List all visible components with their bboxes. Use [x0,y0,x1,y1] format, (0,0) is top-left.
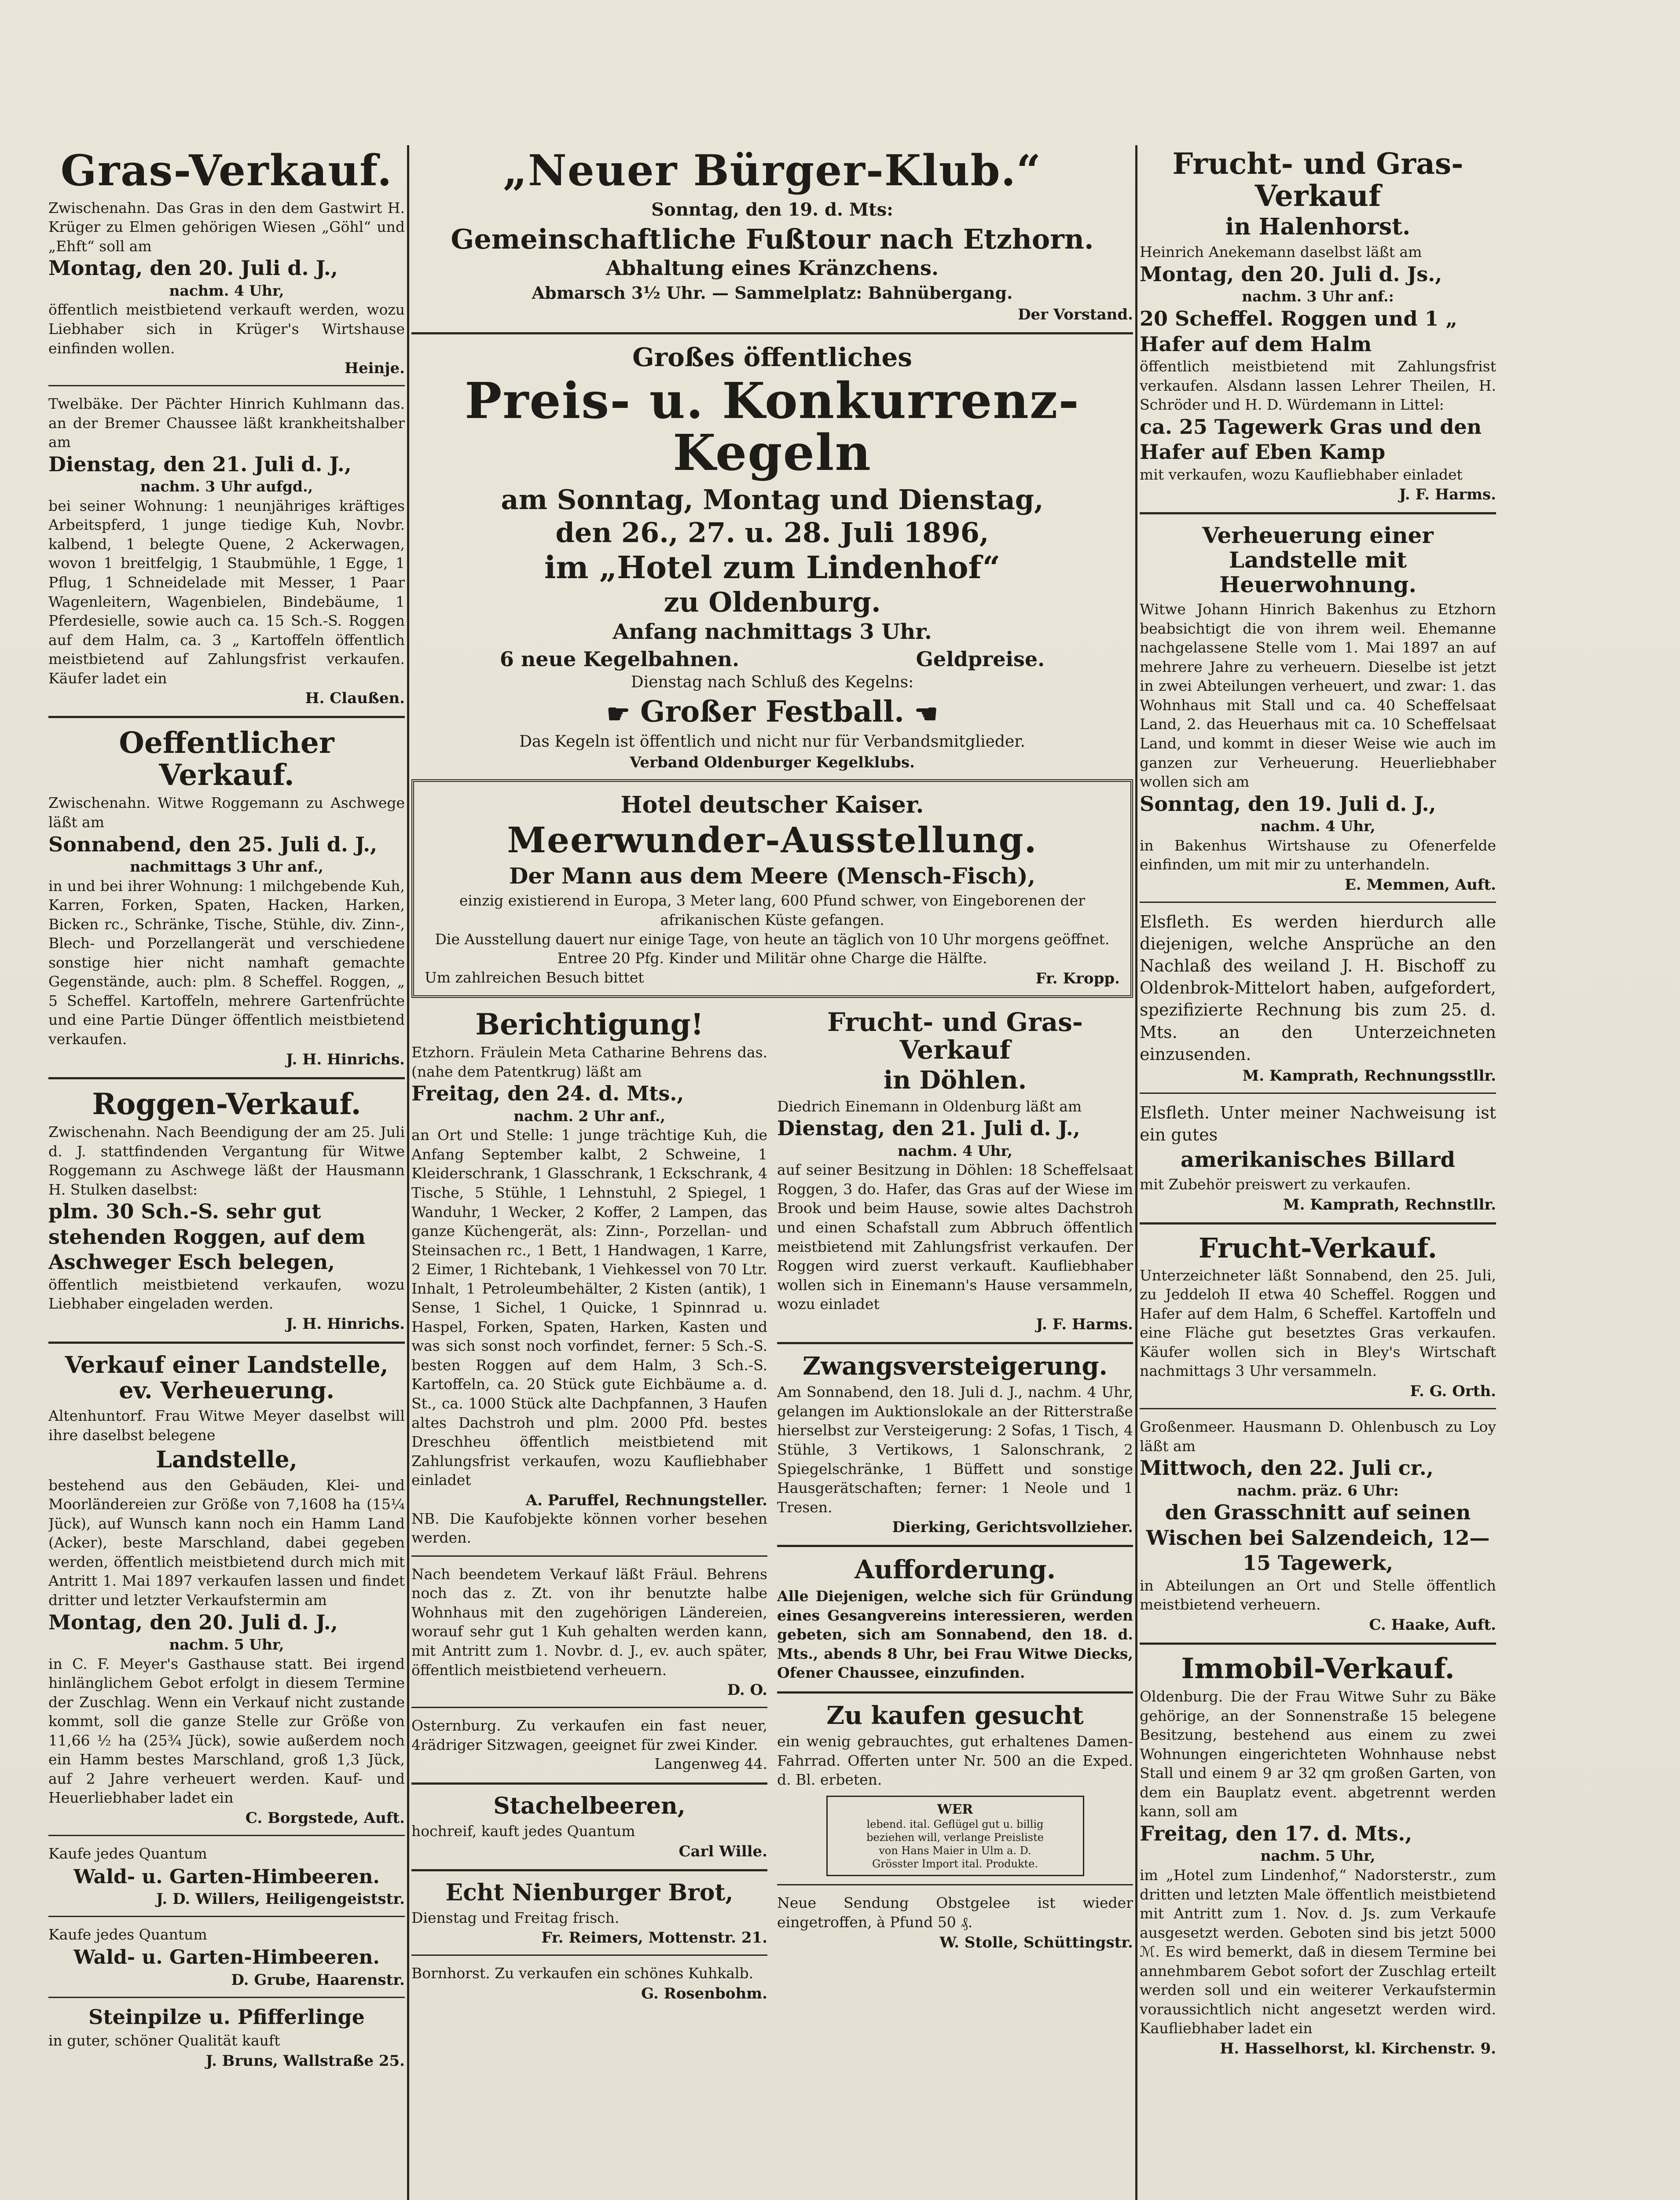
ad-oeffentlicher-verkauf [48,727,405,1068]
ad-title: Verheuerung einer Landstelle mit Heuerwohnung. [1202,522,1434,598]
ad-text: auf seiner Besitzung in Döhlen: 18 Scheffelsaat Roggen, 3 do. Hafer, das Gras auf der Wiese im Brook und beim Hause, sowie altes Dachstroh und einen Schafstall zum Abbruch öffentlich meistbietend mit Zahlungsfrist verkaufen. Der Roggen wird zuerst verkauft. Kaufliebhaber wollen sich in Einemann's Hause versammeln, wozu einladet [777,1161,1133,1313]
ad-steinpilze [48,2006,405,2070]
column-right [1140,145,1496,2200]
middle-two-columns [411,1006,1133,2002]
divider [48,1077,405,1079]
ad-signature: C. Borgstede, Auft. [245,1809,405,1827]
ad-text: Unterzeichneter läßt Sonnabend, den 25. Juli, zu Jeddeloh II etwa 40 Scheffel. Roggen und Hafer auf dem Halm, 6 Scheffel. Kartoffeln und eine Fläche gut besetztes Gras verkaufen. Käufer wollen sich in Bley's Wirtschaft nachmittags 3 Uhr versammeln. [1140,1266,1496,1380]
ad-signature: D. Grube, Haarenstr. [231,1971,405,1989]
ad-text: Diedrich Einemann in Oldenburg läßt am [777,1097,1082,1115]
ad-roggen-verkauf [48,1088,405,1333]
ad-date: Dienstag, den 21. Juli d. J., [48,452,352,476]
ad-zu-kaufen-gesucht [777,1702,1133,1789]
ad-title: Echt Nienburger Brot, [445,1879,734,1906]
ad-text: Abmarsch 3½ Uhr. — Sammelplatz: Bahnübergang. [532,283,1013,303]
ad-signature: Fr. Kropp. [1035,969,1120,987]
ad-text: Oldenburg. Die der Frau Witwe Suhr zu Bäke gehörige, an der Sonnenstraße 15 belegene Besitzung, bestehend aus einem zu zwei Wohnungen eingerichteten Wohnhause nebst Stall und einem 9 ar 32 qm großen Garten, von dem ein Bauplatz event. abgetrennt werden kann, soll am [1140,1688,1496,1820]
ad-halenhorst [1140,148,1496,503]
ad-title: Zwangsversteigerung. [802,1351,1108,1381]
ad-time: nachm. 4 Uhr, [169,282,284,299]
ad-text: Heinrich Anekemann daselbst läßt am [1140,243,1422,261]
divider [48,1997,405,1998]
ad-stamp-line: Grösster Import ital. Produkte. [872,1858,1038,1870]
ad-text: Altenhuntorf. Frau Witwe Meyer daselbst will ihre daselbst belegene [48,1407,405,1444]
ad-text: an Ort und Stelle: 1 junge trächtige Kuh, die Anfang September kalbt, 2 Schweine, 1 Kleiderschrank, 1 Glasschrank, 1 Eckschrank, 4 Tische, 5 Stühle, 1 Lehnstuhl, 2 Spiegel, 1 Wanduhr, 1 Wecker, 2 Koffer, 2 Lampen, das ganze Küchengerät, als: Zinn-, Porzellan- und Steinsachen rc., 1 Bett, 1 Handwagen, 1 Karre, 2 Eimer, 1 Richtebank, 1 Viehkessel von 70 Ltr. Inhalt, 1 Petroleumbehälter, 2 Kisten (antik), 1 Sense, 1 Sichel, 1 Quicke, 1 Spinnrad u. Haspel, Forken, Spaten, Harken, Kasten und was sich sonst noch vorfindet, ferner: 5 Sch.-S. besten Roggen auf dem Halm, 3 Sch.-S. Kartoffeln, ca. 20 Stück gute Eichbäume a. d. St., ca. 1000 Stück alte Dachpfannen, 3 Haufen altes Dachstroh und plm. 2000 Pfd. bestes Dreschheu öffentlich meistbietend mit Zahlungsfrist verkaufen, wozu Kaufliebhaber einladet [411,1126,767,1489]
ad-elsfleth-1 [1140,911,1496,1085]
ad-signature: Heinje. [344,359,405,378]
ad-date: Mittwoch, den 22. Juli cr., [1140,1456,1434,1480]
divider [777,1545,1133,1547]
column-rule-2 [1135,145,1137,2200]
divider [411,1869,767,1871]
ad-osternburg [411,1716,767,1774]
ad-highlight: Gemeinschaftliche Fußtour nach Etzhorn. [451,223,1094,255]
ad-text: Elsfleth. Es werden hierdurch alle diejenigen, welche Ansprüche an den Nachlaß des weiland J. H. Bischoff zu Oldenbrok-Mittelort haben, aufgefordert, spezifizierte Rechnung bis zum 25. d. Mts. an den Unterzeichneten einzusenden. [1140,912,1496,1064]
divider [48,1835,405,1836]
ad-kegeln [411,343,1133,771]
ad-highlight: plm. 30 Sch.-S. sehr gut stehenden Roggen, auf dem Aschweger Esch belegen, [48,1199,366,1274]
ad-stachelbeeren [411,1793,767,1860]
ad-stamp-line: von Hans Maier in Ulm a. D. [879,1844,1031,1857]
ad-twelbaeke [48,394,405,707]
divider [411,1555,767,1557]
divider [1140,902,1496,903]
ad-nienburger-brot [411,1880,767,1947]
ad-date: Freitag, den 17. d. Mts., [1140,1821,1412,1845]
ad-text: in und bei ihrer Wohnung: 1 milchgebende Kuh, Karren, Forken, Spaten, Hacken, Harken, Bicken rc., Schränke, Tische, Stühle, div. Zinn-, Blech- und Porzellangerät und verschiedene sonstige hier nicht namhaft gemachte Gegenstände, auch: plm. 8 Scheffel. Roggen, „ 5 Scheffel. Kartoffeln, mehrere Gartenfrüchte und eine Partie Dünger öffentlich meistbietend verkaufen. [48,877,405,1048]
divider [48,716,405,718]
divider [1140,1408,1496,1409]
ad-date: Sonntag, den 19. Juli d. J., [1140,792,1436,816]
divider [777,1691,1133,1694]
divider [411,1782,767,1785]
ad-ball-row [411,696,1133,729]
ad-signature: J. H. Hinrichs. [286,1050,405,1068]
ad-signature: Fr. Reimers, Mottenstr. 21. [541,1929,767,1947]
ad-title: Aufforderung. [854,1555,1056,1585]
ad-text: Dienstag nach Schluß des Kegelns: [631,673,914,692]
divider [411,1707,767,1708]
ad-pretitle: Großes öffentliches [632,342,912,373]
ad-highlight: den Grasschnitt auf seinen Wischen bei Salzendeich, 12—15 Tagewerk, [1146,1500,1490,1575]
ad-signature: C. Haake, Auft. [1369,1616,1496,1634]
ad-text: Nach beendetem Verkauf läßt Fräul. Behrens noch das z. Zt. von ihr benutzte halbe Wohnhaus mit den zugehörigen Ländereien, worauf sehr gut 1 Kuh gehalten werden kann, mit Antritt zum 1. Novbr. d. J., ev. auch später, öffentlich meistbietend verheuern. [411,1565,767,1679]
ad-elsfleth-2 [1140,1102,1496,1214]
ad-title: Frucht- und Gras-Verkauf [827,1007,1083,1065]
ad-stamp-line: beziehen will, verlange Preisliste [866,1831,1044,1844]
ad-ball: Großer Festball. [640,694,904,729]
divider [411,332,1133,334]
ad-text: hochreif, kauft jedes Quantum [411,1822,635,1840]
ad-note: Das Kegeln ist öffentlich und nicht nur für Verbandsmitglieder. [519,732,1025,751]
ad-text: Die Ausstellung dauert nur einige Tage, von heute an täglich von 10 Uhr morgens geöffnet. [435,930,1110,948]
ad-date: Montag, den 20. Juli d. J., [48,1610,338,1634]
ad-signature: W. Stolle, Schüttingstr. [939,1933,1133,1951]
ad-grossenmeer [1140,1417,1496,1634]
ad-signature: J. F. Harms. [1036,1315,1133,1333]
ad-text: Am Sonnabend, den 18. Juli d. J., nachm. 4 Uhr, gelangen im Auktionslokale an der Ritterstraße hierselbst zur Versteigerung: 2 Sofas, 1 Tisch, 4 Stühle, 3 Vertikows, 1 Salonschrank, 2 Spiegelschränke, 1 Büffett und sonstige Hausgerätschaften; ferner: 1 Neole und 1 Tresen. [777,1383,1133,1516]
ad-text: mit Zubehör preiswert zu verkaufen. [1140,1175,1411,1193]
ad-title: Preis- u. Konkurrenz-Kegeln [465,372,1080,482]
ad-hotel: Hotel deutscher Kaiser. [620,792,924,819]
ad-time: nachm. präz. 6 Uhr: [1237,1481,1399,1499]
ad-subtitle: Abhaltung eines Kränzchens. [606,256,939,280]
ad-highlight: ca. 25 Tagewerk Gras und den Hafer auf Eben Kamp [1140,414,1482,464]
ad-signature: Der Vorstand. [1018,306,1133,324]
divider [1140,512,1496,514]
divider [48,385,405,386]
ad-text: bestehend aus den Gebäuden, Klei- und Moorländereien zur Größe von 7,1608 ha (15¼ Jück), auf Wunsch kann noch ein Hamm Land (Acker), beste Marschland, dabei gegeben werden, öffentlich meistbietend durch mich mit Antritt 1. Mai 1897 verkaufen lassen und findet dritter und letzter Verkaufstermin am [48,1476,405,1609]
ad-title: Verkauf einer Landstelle, ev. Verheuerung. [65,1351,389,1404]
ad-footer [425,968,1120,987]
ad-signature: J. D. Willers, Heiligengeiststr. [156,1890,405,1908]
ad-place: im „Hotel zum Lindenhof“ [544,549,1001,586]
ad-time: nachm. 3 Uhr aufgd., [140,478,313,495]
ad-buerger-klub [411,146,1133,324]
ad-signature: Carl Wille. [679,1842,767,1860]
ad-text: Etzhorn. Fräulein Meta Catharine Behrens das. (nahe dem Patentkrug) läßt am [411,1044,767,1080]
ad-text: Dienstag und Freitag frisch. [411,1909,620,1926]
ad-signature: F. G. Orth. [1410,1382,1496,1400]
ad-lanes: 6 neue Kegelbahnen. [499,647,739,671]
ad-bornhorst [411,1964,767,2002]
ad-text: im „Hotel zum Lindenhof,“ Nadorsterstr., zum dritten und letzten Male öffentlich meistbietend mit Antritt zum 1. Nov. d. Js. zum Verkaufe ausgesetzt werden. Geboten sind bis jetzt 5000 ℳ. Es wird bemerkt, daß in diesem Termine bei annehmbarem Gebot sofort der Zuschlag erteilt werden soll und ein weiterer Verkaufstermin voraussichtlich nicht angesetzt werden wird. Kaufliebhaber ladet ein [1140,1866,1496,2037]
ad-text: mit verkaufen, wozu Kaufliebhaber einladet [1140,466,1463,483]
ad-date: Freitag, den 24. d. Mts., [411,1082,684,1106]
ad-immobil-verkauf [1140,1654,1496,2057]
ad-title: Frucht-Verkauf. [1198,1232,1438,1264]
ad-subtitle: Der Mann aus dem Meere (Mensch-Fisch), [509,863,1036,889]
ad-text: Neue Sendung Obstgelee ist wieder eingetroffen, à Pfund 50 ₰. [777,1894,1133,1931]
ad-signature: Langenweg 44. [654,1755,767,1773]
divider [411,1954,767,1956]
pointing-hand-icon: ☛ [606,698,631,730]
column-middle [411,145,1133,2200]
ad-text: Twelbäke. Der Pächter Hinrich Kuhlmann das. an der Bremer Chaussee läßt krankheitshalber am [48,395,405,451]
ad-days: am Sonntag, Montag und Dienstag, [501,483,1044,516]
ad-date: Montag, den 20. Juli d. J., [48,256,338,280]
ad-time: nachm. 5 Uhr, [169,1636,284,1654]
ad-time: nachmittags 3 Uhr anf., [130,858,323,876]
ad-info-row [411,647,1133,672]
divider [1140,1222,1496,1225]
ad-text: Um zahlreichen Besuch bittet [425,968,644,986]
ad-text: in guter, schöner Qualität kauft [48,2032,280,2050]
ad-title: Berichtigung! [475,1007,704,1041]
ad-highlight: amerikanisches Billard [1180,1148,1456,1173]
ad-signature: Verband Oldenburger Kegelklubs. [630,754,915,772]
ad-text: einzig existierend in Europa, 3 Meter lang, 600 Pfund schwer, von Eingeborenen der afrikanischen Küste gefangen. [459,892,1086,928]
ad-place: in Halenhorst. [1225,213,1411,241]
ad-zwangsversteigerung [777,1353,1133,1536]
ad-himbeeren-1 [48,1844,405,1908]
divider [777,1884,1133,1885]
ad-title: Steinpilze u. Pfifferlinge [88,2005,365,2029]
ad-time: nachm. 3 Uhr anf.: [1242,288,1394,305]
ad-text: öffentlich meistbietend mit Zahlungsfrist verkaufen. Alsdann lassen Lehrer Theilen, H. Schröder und H. D. Würdemann in Littel: [1140,358,1496,414]
ad-text: Kaufe jedes Quantum [48,1844,207,1862]
ad-signature: H. Claußen. [305,689,405,708]
divider [48,1916,405,1917]
ad-signature: J. H. Hinrichs. [286,1315,405,1333]
ad-text: bei seiner Wohnung: 1 neunjähriges kräftiges Arbeitspferd, 1 junge tiedige Kuh, Novbr. kalbend, 1 belegte Quene, 2 Ackerwagen, wovon 1 breitfelgig, 1 Staubmühle, 1 Egge, 1 Pflug, 1 Schneidelade mit Messer, 1 Paar Wagenleitern, Wagenbielen, Bindebäume, 1 Pferdesielle, sowie auch ca. 15 Sch.-S. Roggen auf dem Halm, ca. 3 „ Kartoffeln öffentlich meistbietend auf Zahlungsfrist verkaufen. Käufer ladet ein [48,497,405,687]
ad-note: NB. Die Kaufobjekte können vorher besehen werden. [411,1510,767,1547]
ad-signature: E. Memmen, Auft. [1344,876,1496,894]
ad-date: Sonnabend, den 25. Juli d. J., [48,832,378,856]
ad-stamp-line: WER [937,1801,973,1817]
ad-title: Immobil-Verkauf. [1181,1652,1455,1685]
ad-city: zu Oldenburg. [664,586,881,619]
column-left [48,145,405,2200]
ad-text: Alle Diejenigen, welche sich für Gründung eines Gesangvereins interessieren, werden gebeten, sich am Sonnabend, den 18. d. Mts., abends 8 Uhr, bei Frau Witwe Diecks, Ofener Chaussee, einzufinden. [777,1587,1133,1682]
ad-date: Montag, den 20. Juli d. Js., [1140,262,1442,286]
ad-text: Witwe Johann Hinrich Bakenhus zu Etzhorn beabsichtigt die von ihrem weil. Ehemanne nachgelassene Stelle vom 1. Mai 1897 an auf mehrere Jahre zu verheuern. Dieselbe ist jetzt in zwei Abteilungen verheuert, und zwar: 1. das Wohnhaus mit Stall und ca. 40 Scheffelsaat Land, 2. das Heuerhaus mit ca. 10 Scheffelsaat Land, und kommt in dieser Weise wie auch im ganzen zur Verheuerung. Heuerliebhaber wollen sich am [1140,601,1496,791]
ad-text: Kaufe jedes Quantum [48,1925,207,1943]
ad-text: öffentlich meistbietend verkaufen, wozu Liebhaber eingeladen werden. [48,1276,405,1313]
ad-signature: G. Rosenbohm. [641,1984,767,2002]
ad-title: Stachelbeeren, [493,1792,686,1819]
ad-time: nachm. 5 Uhr, [1260,1847,1376,1865]
ad-text: ein wenig gebrauchtes, gut erhaltenes Damen-Fahrrad. Offerten unter Nr. 500 an die Exped. d. Bl. erbeten. [777,1733,1133,1789]
ad-start: Anfang nachmittags 3 Uhr. [613,619,932,644]
ad-highlight: 20 Scheffel. Roggen und 1 „ Hafer auf dem Halm [1140,307,1458,356]
ad-date: Dienstag, den 21. Juli d. J., [777,1116,1080,1140]
ad-dates: den 26., 27. u. 28. Juli 1896, [555,517,989,549]
ad-title: Gras-Verkauf. [60,146,393,195]
ad-title: „Neuer Bürger-Klub.“ [503,146,1042,195]
ad-text: in Bakenhus Wirtshause zu Ofenerfelde einfinden, um mit mir zu unterhandeln. [1140,836,1496,873]
middle-subcolumn-left [411,1006,767,2002]
ad-title: Wald- u. Garten-Himbeeren. [73,1865,380,1888]
ad-obstgelee [777,1893,1133,1951]
ad-text: Bornhorst. Zu verkaufen ein schönes Kuhkalb. [411,1965,754,1982]
ad-signature: A. Paruffel, Rechnungsteller. [525,1491,767,1509]
ad-aufforderung [777,1556,1133,1683]
ad-meerwunder-frame [411,779,1133,997]
column-rule-1 [407,145,409,2200]
ad-text: Zwischenahn. Das Gras in den dem Gastwirt H. Krüger zu Elmen gehörigen Wiesen „Göhl“ und „Ehft“ soll am [48,199,405,255]
ad-signature: J. Bruns, Wallstraße 25. [205,2052,405,2070]
ad-prizes: Geldpreise. [916,647,1045,671]
divider [48,1342,405,1344]
ad-text: Zwischenahn. Witwe Roggemann zu Aschwege läßt am [48,794,405,831]
divider [1140,1643,1496,1645]
ad-signature: J. F. Harms. [1399,486,1496,504]
pointing-hand-icon: ☚ [914,698,938,730]
ad-title: Oeffentlicher Verkauf. [119,726,334,792]
middle-subcolumn-right [777,1006,1133,2002]
ad-time: nachm. 4 Uhr, [897,1142,1013,1159]
ad-doehlen [777,1008,1133,1333]
ad-title: Zu kaufen gesucht [826,1701,1084,1730]
ad-text: in C. F. Meyer's Gasthause statt. Bei irgend hinlänglichem Gebot erfolgt in diesem Termine der Zuschlag. Wenn ein Verkauf nicht zustande kommt, soll die ganze Stelle zur Größe von 11,66 ½ ha (25¾ Jück), sowie außerdem noch ein Hamm bestes Marschland, groß 1,3 Jück, auf 2 Jahre verheuert werden. Kauf- und Heuerliebhaber ladet ein [48,1655,405,1807]
ad-place: in Döhlen. [883,1066,1027,1095]
ad-signature: M. Kamprath, Rechnstllr. [1283,1195,1496,1214]
ad-signature: D. O. [727,1681,767,1699]
ad-text: Zwischenahn. Nach Beendigung der am 25. Juli d. J. stattfindenden Vergantung für Witwe Roggemann zu Aschwege läßt der Hausmann H. Stulken daselbst: [48,1123,405,1198]
ad-frucht-verkauf [1140,1233,1496,1400]
ad-gras-verkauf [48,146,405,378]
ad-signature: Dierking, Gerichtsvollzieher. [892,1518,1133,1536]
ad-text: öffentlich meistbietend verkauft werden, wozu Liebhaber sich in Krüger's Wirtshause einfinden wollen. [48,301,405,357]
ad-text: in Abteilungen an Ort und Stelle öffentlich meistbietend verheuern. [1140,1577,1496,1613]
ad-berichtigung [411,1008,767,1699]
ad-time: nachm. 4 Uhr, [1260,818,1376,835]
ad-text: Elsfleth. Unter meiner Nachweisung ist ein gutes [1140,1103,1496,1145]
ad-signature: H. Hasselhorst, kl. Kirchenstr. 9. [1220,2039,1496,2057]
ad-himbeeren-2 [48,1925,405,1989]
ad-gefluegel-box [826,1796,1084,1877]
ad-text: Großenmeer. Hausmann D. Ohlenbusch zu Loy läßt am [1140,1418,1496,1455]
divider [777,1342,1133,1344]
ad-entry: Entree 20 Pfg. Kinder und Militär ohne Charge die Hälfte. [557,950,987,967]
ad-landstelle [48,1353,405,1827]
ad-stamp-line: lebend. ital. Geflügel gut u. billig [866,1818,1044,1831]
ad-verheuerung [1140,523,1496,894]
ad-signature: M. Kamprath, Rechnungsstllr. [1242,1067,1496,1085]
ad-title: Frucht- und Gras-Verkauf [1172,147,1464,213]
ad-title: Wald- u. Garten-Himbeeren. [73,1946,380,1969]
divider [1140,1093,1496,1094]
ad-text: Osternburg. Zu verkaufen ein fast neuer, 4rädriger Sitzwagen, geeignet für zwei Kinder. [411,1717,767,1753]
ad-time: nachm. 2 Uhr anf., [514,1107,665,1125]
ad-title: Meerwunder-Ausstellung. [507,819,1038,861]
ad-date: Sonntag, den 19. d. Mts: [651,199,893,220]
ad-highlight: Landstelle, [156,1446,297,1474]
ad-title: Roggen-Verkauf. [92,1086,361,1121]
